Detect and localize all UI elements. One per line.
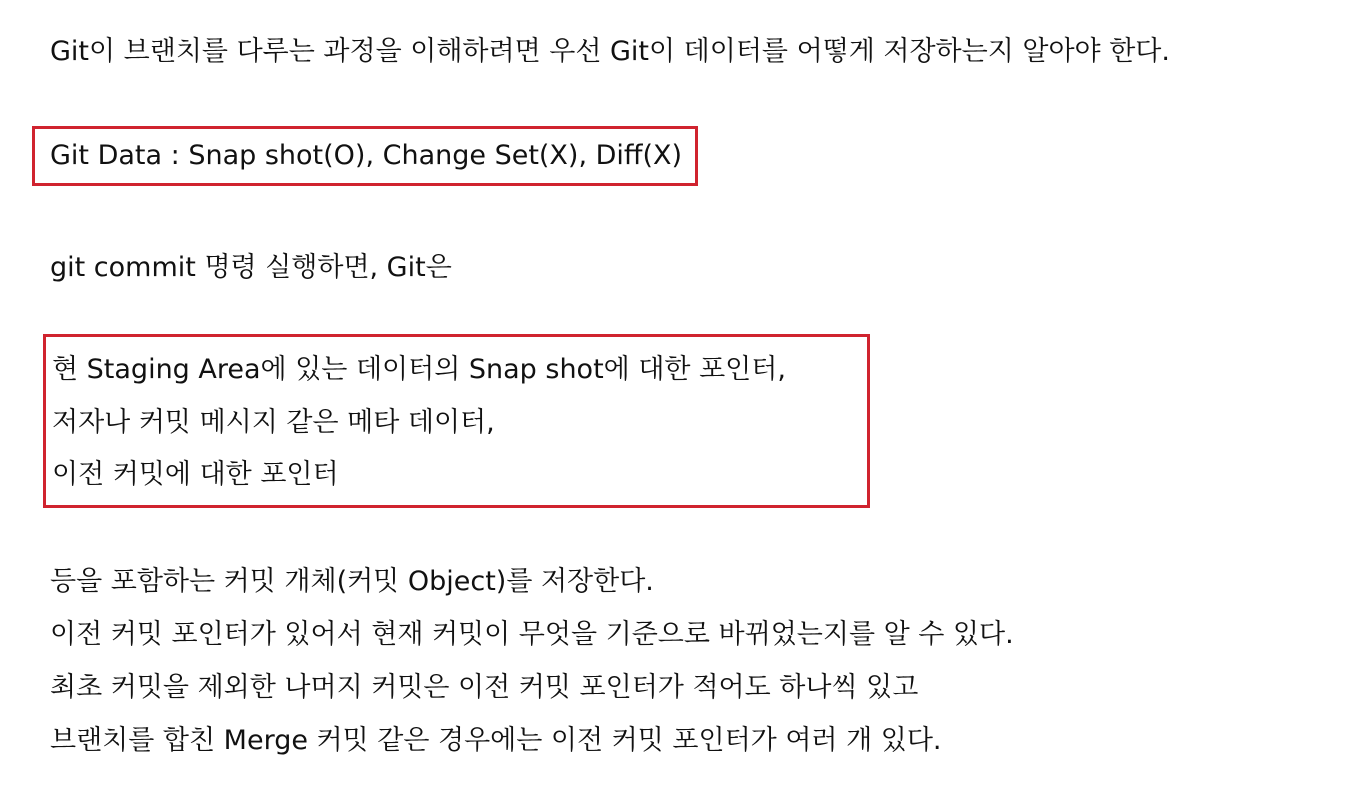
- git-data-text: Git Data : Snap shot(O), Change Set(X), Diff(X): [50, 140, 683, 171]
- conclusion-line: 브랜치를 합친 Merge 커밋 같은 경우에는 이전 커밋 포인터가 여러 개 있다.: [50, 725, 942, 756]
- commit-content-line: 저자나 커밋 메시지 같은 메타 데이터,: [52, 407, 495, 438]
- intro-paragraph: Git이 브랜치를 다루는 과정을 이해하려면 우선 Git이 데이터를 어떻게 저장하는지 알아야 한다.: [50, 36, 1170, 67]
- commit-contents-highlight-box: [43, 334, 870, 508]
- commit-content-line: 이전 커밋에 대한 포인터: [52, 459, 339, 490]
- commit-content-line: 현 Staging Area에 있는 데이터의 Snap shot에 대한 포인터,: [52, 354, 786, 385]
- conclusion-line: 최초 커밋을 제외한 나머지 커밋은 이전 커밋 포인터가 적어도 하나씩 있고: [50, 672, 919, 703]
- commit-intro-paragraph: git commit 명령 실행하면, Git은: [50, 252, 452, 283]
- conclusion-line: 등을 포함하는 커밋 개체(커밋 Object)를 저장한다.: [50, 566, 654, 597]
- conclusion-line: 이전 커밋 포인터가 있어서 현재 커밋이 무엇을 기준으로 바뀌었는지를 알 수 있다.: [50, 619, 1014, 650]
- git-data-highlight-box: [32, 126, 698, 186]
